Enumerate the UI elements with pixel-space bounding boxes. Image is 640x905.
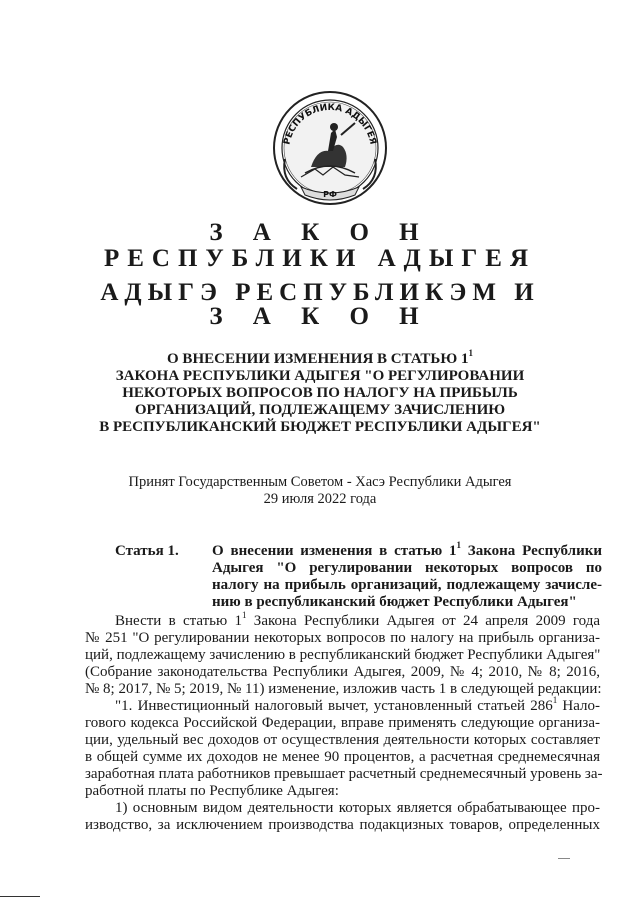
body-line: ций, подлежащему зачислению в республиканский бюджет Республики Адыгея"	[85, 647, 601, 663]
law-heading	[40, 348, 600, 436]
article-title-line: О внесении изменения в статью $1^1$ Закона Республики	[212, 540, 602, 559]
body-line: 1) основным видом деятельности которых является обрабатывающее про-	[115, 800, 600, 816]
body-line: в общей сумме их доходов не менее 90 процентов, а расчетная среднемесячная	[85, 749, 600, 765]
body-line: работной платы по Республике Адыгея:	[85, 783, 339, 799]
body-superscript: 1	[552, 695, 558, 705]
body-line: гового кодекса Российской Федерации, вправе применять следующие организа-	[85, 715, 600, 731]
body-line: (Собрание законодательства Республики Адыгея, 2009, № 4; 2010, № 8; 2016,	[85, 664, 600, 680]
emblem-ribbon-text: РФ	[323, 190, 337, 199]
body-line: № 8; 2017, № 5; 2019, № 11) изменение, изложив часть 1 в следующей редакции:	[85, 681, 602, 697]
heading-line: В РЕСПУБЛИКАНСКИЙ БЮДЖЕТ РЕСПУБЛИКИ АДЫГЕЯ"	[99, 419, 541, 435]
emblem-text: РЕСПУБЛИКА АДЫГЕЯ	[282, 102, 378, 146]
law-title-line-4: З А К О Н	[209, 303, 431, 330]
scan-mark	[558, 858, 570, 859]
body-line: ции, удельный вес доходов от осуществления деятельности которых составляет	[85, 732, 600, 748]
article-title-line: нию в республиканский бюджет Республики Адыгея"	[212, 594, 577, 610]
article-title	[212, 540, 602, 611]
article-body	[85, 610, 603, 834]
heading-superscript: 1	[468, 348, 473, 358]
body-line: заработная плата работников превышает расчетный среднемесячный уровень за-	[85, 766, 603, 782]
heading-line: ЗАКОНА РЕСПУБЛИКИ АДЫГЕЯ "О РЕГУЛИРОВАНИИ	[115, 368, 525, 384]
law-title-line-2: РЕСПУБЛИКИ АДЫГЕЯ	[103, 245, 537, 272]
body-superscript: 1	[242, 610, 247, 620]
adoption-line-1: Принят Государственным Советом - Хасэ Республики Адыгея	[128, 474, 512, 490]
body-line: изводство, за исключением производства подакцизных товаров, определенных	[85, 817, 600, 833]
heading-line: НЕКОТОРЫХ ВОПРОСОВ ПО НАЛОГУ НА ПРИБЫЛЬ	[122, 385, 518, 401]
footnote-rule	[0, 896, 40, 897]
heading-line: ОРГАНИЗАЦИЙ, ПОДЛЕЖАЩЕМУ ЗАЧИСЛЕНИЮ	[134, 402, 506, 418]
article-superscript: 1	[456, 540, 461, 550]
coat-of-arms-of-adygea-icon	[271, 89, 389, 207]
adoption-note	[0, 474, 640, 508]
law-title-line-3: АДЫГЭ РЕСПУБЛИКЭМ И	[100, 279, 540, 306]
adoption-date: 29 июля 2022 года	[263, 491, 377, 507]
article-label: Статья 1.	[115, 543, 179, 559]
law-title-line-1: З А К О Н	[209, 219, 431, 246]
article-title-line: налогу на прибыль организаций, подлежащему зачисле-	[212, 577, 602, 593]
body-line: Внести в статью $1^1$ Закона Республики Адыгея от 24 апреля 2009 года	[115, 610, 600, 629]
heading-line: О ВНЕСЕНИИ ИЗМЕНЕНИЯ В СТАТЬЮ $1^1$	[167, 348, 473, 367]
body-line: "1. Инвестиционный налоговый вычет, установленный статьей $286^1$ Нало-	[115, 695, 600, 714]
body-line: № 251 "О регулировании некоторых вопросов по налогу на прибыль организа-	[85, 630, 600, 646]
article-title-line: Адыгея "О регулировании некоторых вопросов по	[212, 560, 602, 576]
